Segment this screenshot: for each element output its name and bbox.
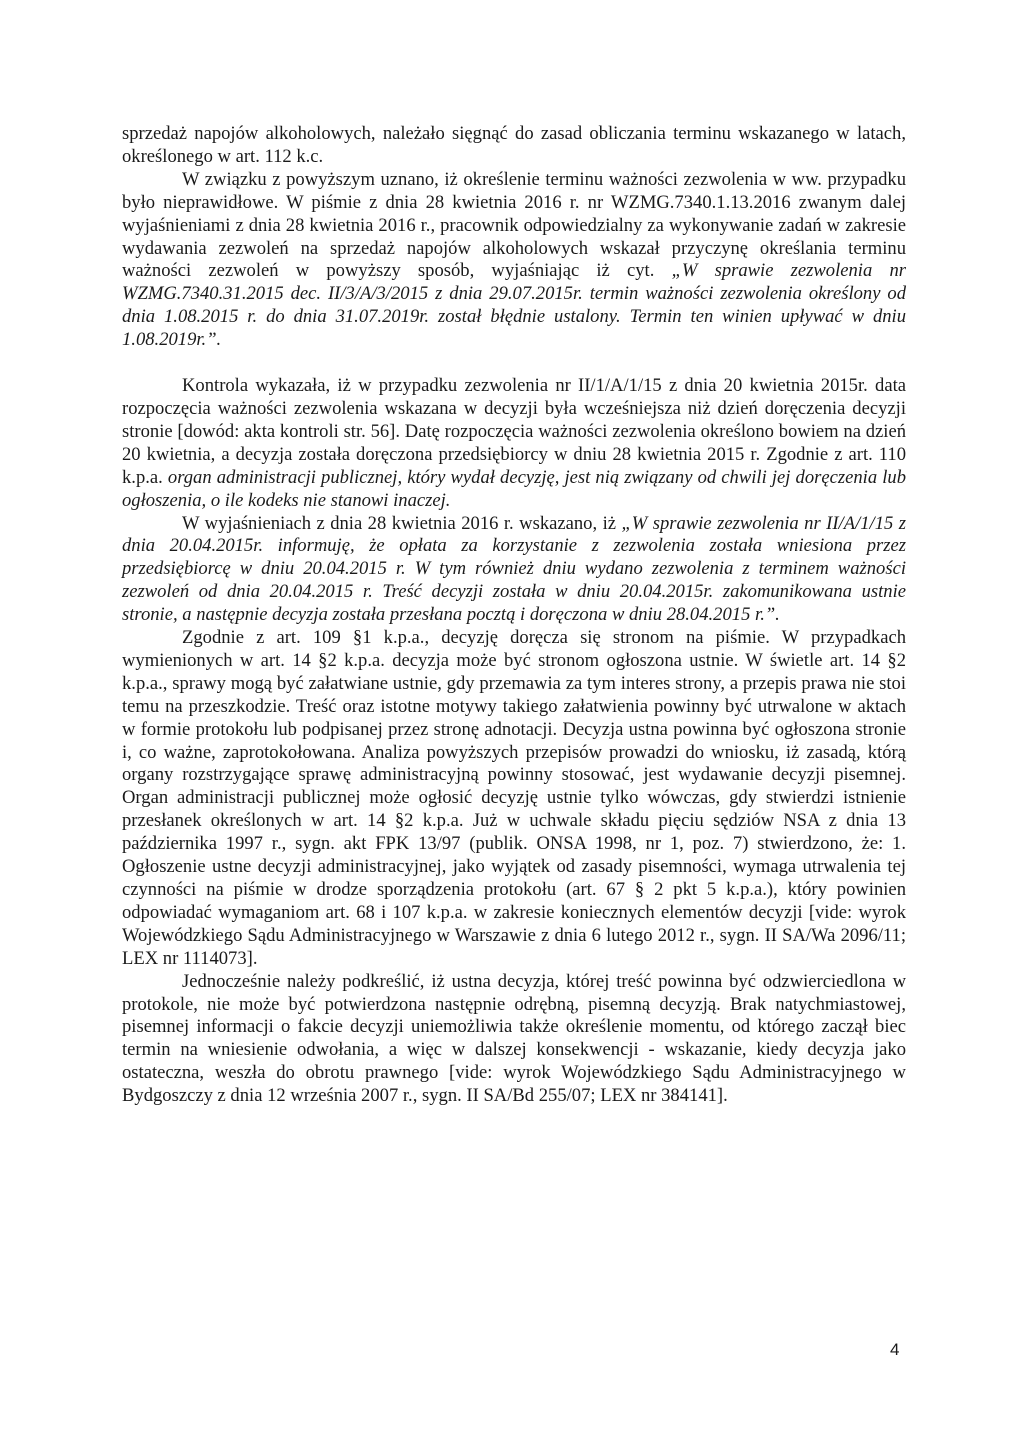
paragraph-4 <box>122 513 906 628</box>
paragraph-6 <box>122 971 906 1108</box>
paragraph-5 <box>122 627 906 971</box>
paragraph-5-text: Zgodnie z art. 109 §1 k.p.a., decyzję doręcza się stronom na piśmie. W przypadkach wymienionych w art. 14 §2 k.p.a. decyzja może być stronom ogłoszona ustnie. W świetle art. 14 §2 k.p.a., sprawy mogą być załatwiane ustnie, gdy przemawia za tym interes strony, a przepis prawa nie stoi temu na przeszkodzie. Treść oraz istotne motywy takiego załatwienia powinny być utrwalone w aktach w formie protokołu lub podpisanej przez stronę adnotacji. Decyzja ustna powinna być ogłoszona stronie i, co ważne, zaprotokołowana. Analiza powyższych przepisów prowadzi do wniosku, iż zasadą, którą organy rozstrzygające sprawę administracyjną powinny stosować, jest wydawanie decyzji pisemnej. Organ administracji publicznej może ogłosić decyzję ustnie tylko wówczas, gdy stwierdzi istnienie przesłanek określonych w art. 14 §2 k.p.a. Już w uchwale składu pięciu sędziów NSA z dnia 13 października 1997 r., sygn. akt FPK 13/97 (publik. ONSA 1998, nr 1, poz. 7) stwierdzono, że: 1. Ogłoszenie ustne decyzji administracyjnej, jako wyjątek od zasady pisemności, wymaga utrwalenia tej czynności na piśmie w drodze sporządzenia protokołu (art. 67 § 2 pkt 5 k.p.a.), który powinien odpowiadać wymaganiom art. 68 i 107 k.p.a. w zakresie koniecznych elementów decyzji [vide: wyrok Wojewódzkiego Sądu Administracyjnego w Warszawie z dnia 6 lutego 2012 r., sygn. II SA/Wa 2096/11; LEX nr 1114073]. <box>122 627 906 969</box>
paragraph-3-text: Kontrola wykazała, iż w przypadku zezwolenia nr II/1/A/1/15 z dnia 20 kwietnia 2015r. data rozpoczęcia ważności zezwolenia wskazana w decyzji była wcześniejsza niż dzień doręczenia decyzji stronie [dowód: akta kontroli str. 56]. Datę rozpoczęcia ważności zezwolenia określono bowiem na dzień 20 kwietnia, a decyzja została doręczona przedsiębiorcy w dniu 28 kwietnia 2015 r. Zgodnie z art. 110 k.p.a. <box>122 375 906 488</box>
paragraph-3-quote: organ administracji publicznej, który wydał decyzję, jest nią związany od chwili jej doręczenia lub ogłoszenia, o ile kodeks nie stanowi inaczej. <box>122 466 906 511</box>
paragraph-2-quote: „W sprawie zezwolenia nr WZMG.7340.31.2015 dec. II/3/A/3/2015 z dnia 29.07.2015r. termin ważności zezwolenia określony od dnia 1.08.2015 r. do dnia 31.07.2019r. został błędnie ustalony. Termin ten winien upływać w dniu 1.08.2019r.”. <box>122 260 906 351</box>
page-number: 4 <box>890 1340 900 1359</box>
document-body <box>122 123 906 1108</box>
paragraph-6-text: Jednocześnie należy podkreślić, iż ustna decyzja, której treść powinna być odzwierciedlona w protokole, nie może być potwierdzona następnie odrębną, pisemną decyzją. Brak natychmiastowej, pisemnej informacji o fakcie decyzji uniemożliwia także określenie momentu, od którego zaczął biec termin na wniesienie odwołania, a więc w dalszej konsekwencji - wskazanie, kiedy decyzja jako ostateczna, weszła do obrotu prawnego [vide: wyrok Wojewódzkiego Sądu Administracyjnego w Bydgoszczy z dnia 12 września 2007 r., sygn. II SA/Bd 255/07; LEX nr 384141]. <box>122 970 906 1107</box>
paragraph-2-text: W związku z powyższym uznano, iż określenie terminu ważności zezwolenia w ww. przypadku było nieprawidłowe. W piśmie z dnia 28 kwietnia 2016 r. nr WZMG.7340.1.13.2016 zwanym dalej wyjaśnieniami z dnia 28 kwietnia 2016 r., pracownik odpowiedzialny za wykonywanie zadań w zakresie wydawania zezwoleń na sprzedaż napojów alkoholowych wskazał przyczynę określania terminu ważności zezwoleń w powyższy sposób, wyjaśniając iż cyt. <box>122 168 906 282</box>
paragraph-1-text: sprzedaż napojów alkoholowych, należało sięgnąć do zasad obliczania terminu wskazanego w latach, określonego w art. 112 k.c. <box>122 123 906 167</box>
paragraph-3 <box>122 375 906 512</box>
paragraph-1 <box>122 123 906 169</box>
paragraph-4-quote: „W sprawie zezwolenia nr II/A/1/15 z dnia 20.04.2015r. informuję, że opłata za korzystanie z zezwolenia została wniesiona przez przedsiębiorcę w dniu 20.04.2015 r. W tym również dniu wydano zezwolenia z terminem ważności zezwoleń od dnia 20.04.2015 r. Treść decyzji została w dniu 20.04.2015r. zakomunikowana ustnie stronie, a następnie decyzja została przesłana pocztą i doręczona w dniu 28.04.2015 r.”. <box>122 512 906 626</box>
paragraph-4-text: W wyjaśnieniach z dnia 28 kwietnia 2016 r. wskazano, iż <box>182 512 622 534</box>
paragraph-2 <box>122 169 906 352</box>
